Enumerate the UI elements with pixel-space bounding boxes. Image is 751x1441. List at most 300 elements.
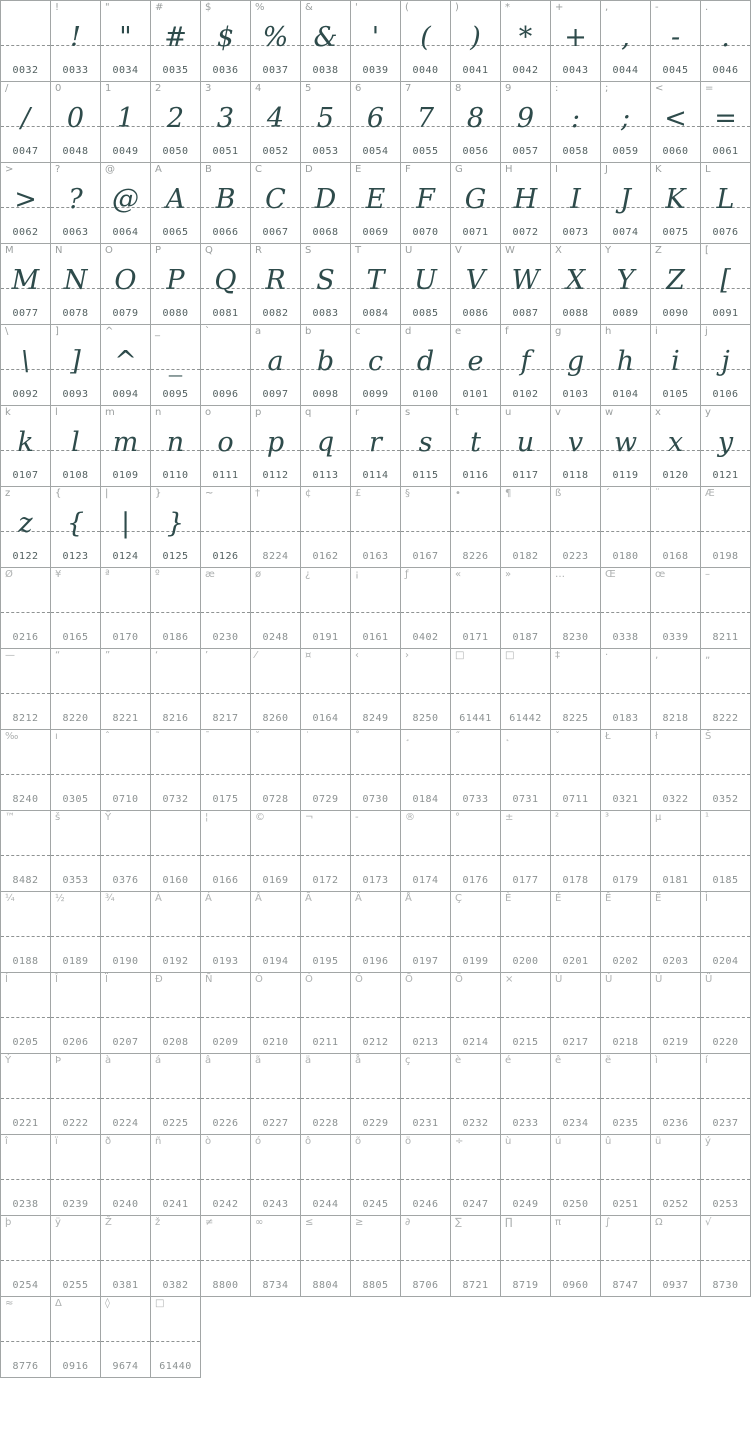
unicode-code-label: 0339 — [662, 632, 689, 643]
baseline-rule — [501, 1098, 550, 1099]
baseline-rule — [1, 45, 50, 46]
unicode-code-label: 0711 — [562, 794, 589, 805]
reference-char-label: Ó — [305, 974, 313, 985]
unicode-code-label: 0246 — [412, 1199, 439, 1210]
reference-char-label: ) — [455, 2, 459, 13]
baseline-rule — [651, 1098, 700, 1099]
glyph-preview: ? — [68, 184, 83, 215]
baseline-rule — [501, 1179, 550, 1180]
reference-char-label: ¬ — [305, 812, 314, 823]
glyph-preview: a — [267, 346, 284, 377]
glyph-preview: b — [316, 346, 335, 377]
glyph-cell — [250, 405, 301, 487]
baseline-rule — [201, 1098, 250, 1099]
unicode-code-label: 0094 — [112, 389, 139, 400]
baseline-rule — [1, 855, 50, 856]
baseline-rule — [1, 774, 50, 775]
reference-char-label: ˙ — [305, 731, 310, 742]
unicode-code-label: 0111 — [212, 470, 239, 481]
reference-char-label: õ — [355, 1136, 362, 1147]
glyph-cell — [100, 1215, 151, 1297]
reference-char-label: » — [505, 569, 512, 580]
glyph-cell — [500, 81, 551, 163]
glyph-cell — [400, 972, 451, 1054]
unicode-code-label: 0172 — [312, 875, 339, 886]
reference-char-label: – — [705, 569, 710, 580]
glyph-cell — [300, 810, 351, 892]
glyph-cell — [150, 486, 201, 568]
glyph-cell — [350, 567, 401, 649]
unicode-code-label: 0093 — [62, 389, 89, 400]
reference-char-label: ç — [405, 1055, 411, 1066]
unicode-code-label: 8226 — [462, 551, 489, 562]
glyph-cell — [0, 81, 51, 163]
baseline-rule — [251, 531, 300, 532]
glyph-preview: z — [18, 508, 33, 539]
glyph-cell — [650, 1215, 701, 1297]
unicode-code-label: 0088 — [562, 308, 589, 319]
reference-char-label: À — [155, 893, 162, 904]
unicode-code-label: 0092 — [12, 389, 39, 400]
glyph-cell — [700, 1134, 751, 1216]
glyph-cell — [500, 648, 551, 730]
glyph-cell — [50, 1215, 101, 1297]
glyph-cell — [400, 1215, 451, 1297]
baseline-rule — [401, 1260, 450, 1261]
unicode-code-label: 0937 — [662, 1280, 689, 1291]
unicode-code-label: 0233 — [512, 1118, 539, 1129]
glyph-cell — [500, 891, 551, 973]
glyph-preview: | — [120, 508, 131, 539]
baseline-rule — [301, 612, 350, 613]
baseline-rule — [551, 855, 600, 856]
baseline-rule — [201, 855, 250, 856]
glyph-cell — [300, 81, 351, 163]
reference-char-label: G — [455, 164, 463, 175]
glyph-cell — [650, 810, 701, 892]
baseline-rule — [701, 1017, 750, 1018]
baseline-rule — [351, 1098, 400, 1099]
baseline-rule — [201, 936, 250, 937]
unicode-code-label: 0197 — [412, 956, 439, 967]
glyph-preview: 7 — [416, 103, 435, 134]
reference-char-label: · — [605, 650, 609, 661]
unicode-code-label: 0250 — [562, 1199, 589, 1210]
glyph-cell — [300, 648, 351, 730]
glyph-cell — [500, 1134, 551, 1216]
glyph-cell — [300, 1134, 351, 1216]
glyph-cell — [150, 81, 201, 163]
unicode-code-label: 0729 — [312, 794, 339, 805]
reference-char-label: V — [455, 245, 462, 256]
glyph-preview: : — [570, 103, 581, 134]
glyph-cell — [200, 729, 251, 811]
reference-char-label: ‡ — [555, 650, 560, 661]
unicode-code-label: 0960 — [562, 1280, 589, 1291]
baseline-rule — [301, 1017, 350, 1018]
reference-char-label: í — [705, 1055, 708, 1066]
unicode-code-label: 0055 — [412, 146, 439, 157]
glyph-cell — [500, 972, 551, 1054]
reference-char-label: î — [5, 1136, 8, 1147]
glyph-preview: 1 — [116, 103, 135, 134]
glyph-cell — [100, 1296, 151, 1378]
reference-char-label: s — [405, 407, 411, 418]
unicode-code-label: 0189 — [62, 956, 89, 967]
glyph-cell — [50, 486, 101, 568]
glyph-cell — [0, 405, 51, 487]
glyph-cell — [700, 162, 751, 244]
baseline-rule — [451, 774, 500, 775]
glyph-preview: ] — [70, 346, 81, 377]
reference-char-label: Ÿ — [105, 812, 112, 823]
baseline-rule — [201, 1260, 250, 1261]
reference-char-label: ∞ — [255, 1217, 264, 1228]
reference-char-label: ' — [355, 2, 358, 13]
unicode-code-label: 0066 — [212, 227, 239, 238]
unicode-code-label: 8225 — [562, 713, 589, 724]
reference-char-label: Ð — [155, 974, 163, 985]
baseline-rule — [501, 1260, 550, 1261]
glyph-preview: e — [467, 346, 484, 377]
glyph-cell — [450, 243, 501, 325]
baseline-rule — [451, 1098, 500, 1099]
glyph-cell — [200, 81, 251, 163]
glyph-cell — [500, 729, 551, 811]
glyph-cell — [550, 648, 601, 730]
unicode-code-label: 0338 — [612, 632, 639, 643]
unicode-code-label: 0113 — [312, 470, 339, 481]
glyph-cell — [550, 162, 601, 244]
baseline-rule — [101, 1341, 150, 1342]
reference-char-label: 7 — [405, 83, 412, 94]
glyph-cell — [0, 0, 51, 82]
reference-char-label: ª — [105, 569, 110, 580]
reference-char-label: à — [105, 1055, 112, 1066]
reference-char-label: 0 — [55, 83, 62, 94]
reference-char-label: ý — [705, 1136, 711, 1147]
unicode-code-label: 61440 — [159, 1361, 192, 1372]
reference-char-label: □ — [505, 650, 515, 661]
unicode-code-label: 0074 — [612, 227, 639, 238]
baseline-rule — [451, 936, 500, 937]
baseline-rule — [701, 693, 750, 694]
reference-char-label: % — [255, 2, 265, 13]
unicode-code-label: 0040 — [412, 65, 439, 76]
unicode-code-label: 0209 — [212, 1037, 239, 1048]
unicode-code-label: 0203 — [662, 956, 689, 967]
unicode-code-label: 0079 — [112, 308, 139, 319]
unicode-code-label: 0060 — [662, 146, 689, 157]
reference-char-label: $ — [205, 2, 212, 13]
reference-char-label: ¥ — [55, 569, 62, 580]
reference-char-label: × — [505, 974, 514, 985]
unicode-code-label: 0120 — [662, 470, 689, 481]
unicode-code-label: 0228 — [312, 1118, 339, 1129]
glyph-cell — [200, 648, 251, 730]
glyph-cell — [550, 1134, 601, 1216]
glyph-preview: ' — [371, 22, 380, 53]
glyph-cell — [50, 972, 101, 1054]
baseline-rule — [601, 1017, 650, 1018]
reference-char-label: Ç — [455, 893, 462, 904]
reference-char-label: Ê — [605, 893, 612, 904]
glyph-cell — [400, 0, 451, 82]
baseline-rule — [351, 774, 400, 775]
unicode-code-label: 0376 — [112, 875, 139, 886]
glyph-preview: S — [316, 265, 335, 296]
unicode-code-label: 0080 — [162, 308, 189, 319]
reference-char-label: D — [305, 164, 313, 175]
baseline-rule — [351, 531, 400, 532]
baseline-rule — [1, 1098, 50, 1099]
reference-char-label: | — [105, 488, 109, 499]
glyph-cell — [0, 648, 51, 730]
unicode-code-label: 0050 — [162, 146, 189, 157]
glyph-cell — [400, 81, 451, 163]
glyph-cell — [100, 729, 151, 811]
unicode-code-label: 8217 — [212, 713, 239, 724]
baseline-rule — [51, 693, 100, 694]
unicode-code-label: 0200 — [512, 956, 539, 967]
unicode-code-label: 0186 — [162, 632, 189, 643]
reference-char-label: / — [5, 83, 9, 94]
unicode-code-label: 0224 — [112, 1118, 139, 1129]
glyph-cell — [250, 1053, 301, 1135]
baseline-rule — [451, 693, 500, 694]
reference-char-label: W — [505, 245, 515, 256]
glyph-cell — [450, 0, 501, 82]
reference-char-label: ô — [305, 1136, 312, 1147]
unicode-code-label: 0116 — [462, 470, 489, 481]
glyph-cell — [550, 486, 601, 568]
reference-char-label: ° — [455, 812, 460, 823]
unicode-code-label: 0215 — [512, 1037, 539, 1048]
glyph-cell — [450, 1215, 501, 1297]
unicode-code-label: 0049 — [112, 146, 139, 157]
baseline-rule — [1, 1017, 50, 1018]
baseline-rule — [701, 936, 750, 937]
reference-char-label: ‘ — [155, 650, 159, 661]
reference-char-label: 2 — [155, 83, 162, 94]
unicode-code-label: 8706 — [412, 1280, 439, 1291]
baseline-rule — [401, 855, 450, 856]
unicode-code-label: 0236 — [662, 1118, 689, 1129]
reference-char-label: ü — [655, 1136, 662, 1147]
unicode-code-label: 0039 — [362, 65, 389, 76]
reference-char-label: Û — [655, 974, 663, 985]
baseline-rule — [551, 693, 600, 694]
glyph-cell — [50, 81, 101, 163]
reference-char-label: @ — [105, 164, 115, 175]
glyph-cell — [450, 891, 501, 973]
baseline-rule — [601, 1098, 650, 1099]
glyph-preview: F — [416, 184, 435, 215]
glyph-cell — [50, 648, 101, 730]
unicode-code-label: 0123 — [62, 551, 89, 562]
reference-char-label: ’ — [205, 650, 209, 661]
unicode-code-label: 0190 — [112, 956, 139, 967]
reference-char-label: ” — [105, 650, 111, 661]
glyph-cell — [250, 1134, 301, 1216]
baseline-rule — [201, 369, 250, 370]
glyph-cell — [500, 567, 551, 649]
glyph-cell — [650, 1053, 701, 1135]
baseline-rule — [301, 1260, 350, 1261]
reference-char-label: é — [505, 1055, 512, 1066]
unicode-code-label: 0211 — [312, 1037, 339, 1048]
baseline-rule — [601, 774, 650, 775]
reference-char-label: n — [155, 407, 162, 418]
reference-char-label: ⁄ — [255, 650, 257, 661]
unicode-code-label: 8216 — [162, 713, 189, 724]
glyph-preview: E — [365, 184, 386, 215]
baseline-rule — [401, 936, 450, 937]
glyph-cell — [450, 729, 501, 811]
reference-char-label: © — [255, 812, 265, 823]
unicode-code-label: 0196 — [362, 956, 389, 967]
unicode-code-label: 0710 — [112, 794, 139, 805]
glyph-cell — [300, 0, 351, 82]
unicode-code-label: 0174 — [412, 875, 439, 886]
baseline-rule — [651, 855, 700, 856]
glyph-cell — [50, 810, 101, 892]
glyph-cell — [300, 729, 351, 811]
unicode-code-label: 0305 — [62, 794, 89, 805]
glyph-cell — [700, 567, 751, 649]
baseline-rule — [601, 1260, 650, 1261]
baseline-rule — [501, 1017, 550, 1018]
baseline-rule — [451, 531, 500, 532]
unicode-code-label: 0053 — [312, 146, 339, 157]
unicode-code-label: 0183 — [612, 713, 639, 724]
glyph-cell — [500, 162, 551, 244]
glyph-cell — [600, 1215, 651, 1297]
glyph-cell — [650, 567, 701, 649]
reference-char-label: Q — [205, 245, 213, 256]
glyph-cell — [450, 162, 501, 244]
glyph-cell — [50, 729, 101, 811]
glyph-cell — [100, 1053, 151, 1135]
reference-char-label: B — [205, 164, 212, 175]
baseline-rule — [701, 1179, 750, 1180]
glyph-cell — [150, 162, 201, 244]
reference-char-label: ¹ — [705, 812, 710, 823]
unicode-code-label: 0106 — [712, 389, 739, 400]
glyph-cell — [700, 324, 751, 406]
glyph-cell — [300, 972, 351, 1054]
glyph-cell — [250, 567, 301, 649]
unicode-code-label: 8719 — [512, 1280, 539, 1291]
unicode-code-label: 0037 — [262, 65, 289, 76]
glyph-cell — [350, 810, 401, 892]
glyph-cell — [500, 405, 551, 487]
baseline-rule — [1, 612, 50, 613]
reference-char-label: ƒ — [405, 569, 409, 580]
glyph-preview: ^ — [114, 346, 137, 377]
unicode-code-label: 0202 — [612, 956, 639, 967]
glyph-preview: O — [114, 265, 137, 296]
glyph-cell — [550, 891, 601, 973]
baseline-rule — [201, 612, 250, 613]
reference-char-label: ¼ — [5, 893, 15, 904]
glyph-cell — [600, 1053, 651, 1135]
glyph-cell — [50, 0, 101, 82]
glyph-cell — [0, 1296, 51, 1378]
reference-char-label: Ô — [355, 974, 363, 985]
unicode-code-label: 0161 — [362, 632, 389, 643]
reference-char-label: ø — [255, 569, 262, 580]
reference-char-label: È — [505, 893, 512, 904]
reference-char-label: Y — [605, 245, 612, 256]
baseline-rule — [51, 1017, 100, 1018]
glyph-cell — [100, 0, 151, 82]
baseline-rule — [251, 774, 300, 775]
glyph-cell — [700, 648, 751, 730]
reference-char-label: º — [155, 569, 160, 580]
unicode-code-label: 0234 — [562, 1118, 589, 1129]
baseline-rule — [351, 1260, 400, 1261]
baseline-rule — [101, 1179, 150, 1180]
glyph-preview: Z — [666, 265, 685, 296]
glyph-cell — [700, 405, 751, 487]
baseline-rule — [251, 1098, 300, 1099]
unicode-code-label: 0075 — [662, 227, 689, 238]
reference-char-label: " — [105, 2, 110, 13]
reference-char-label: ¸ — [405, 731, 410, 742]
unicode-code-label: 0087 — [512, 308, 539, 319]
glyph-cell — [300, 405, 351, 487]
glyph-preview: H — [513, 184, 538, 215]
glyph-cell — [0, 162, 51, 244]
baseline-rule — [601, 1179, 650, 1180]
unicode-code-label: 8250 — [412, 713, 439, 724]
unicode-code-label: 0059 — [612, 146, 639, 157]
baseline-rule — [1, 693, 50, 694]
glyph-preview: [ — [720, 265, 731, 296]
baseline-rule — [151, 612, 200, 613]
glyph-cell — [700, 1053, 751, 1135]
glyph-cell — [400, 729, 451, 811]
glyph-cell — [500, 0, 551, 82]
reference-char-label: ± — [505, 812, 514, 823]
glyph-cell — [600, 324, 651, 406]
unicode-code-label: 0058 — [562, 146, 589, 157]
unicode-code-label: 0054 — [362, 146, 389, 157]
unicode-code-label: 0247 — [462, 1199, 489, 1210]
glyph-preview: o — [217, 427, 234, 458]
baseline-rule — [401, 1179, 450, 1180]
unicode-code-label: 0207 — [112, 1037, 139, 1048]
reference-char-label: ˝ — [455, 731, 460, 742]
glyph-cell — [600, 972, 651, 1054]
reference-char-label: µ — [655, 812, 662, 823]
unicode-code-label: 0192 — [162, 956, 189, 967]
glyph-cell — [50, 405, 101, 487]
glyph-cell — [600, 162, 651, 244]
glyph-cell — [550, 81, 601, 163]
unicode-code-label: 8721 — [462, 1280, 489, 1291]
reference-char-label: v — [555, 407, 561, 418]
unicode-code-label: 8776 — [12, 1361, 39, 1372]
reference-char-label: ñ — [155, 1136, 162, 1147]
reference-char-label: ¯ — [205, 731, 210, 742]
unicode-code-label: 0225 — [162, 1118, 189, 1129]
unicode-code-label: 0064 — [112, 227, 139, 238]
glyph-preview: U — [414, 265, 437, 296]
reference-char-label: “ — [55, 650, 61, 661]
unicode-code-label: 0032 — [12, 65, 39, 76]
